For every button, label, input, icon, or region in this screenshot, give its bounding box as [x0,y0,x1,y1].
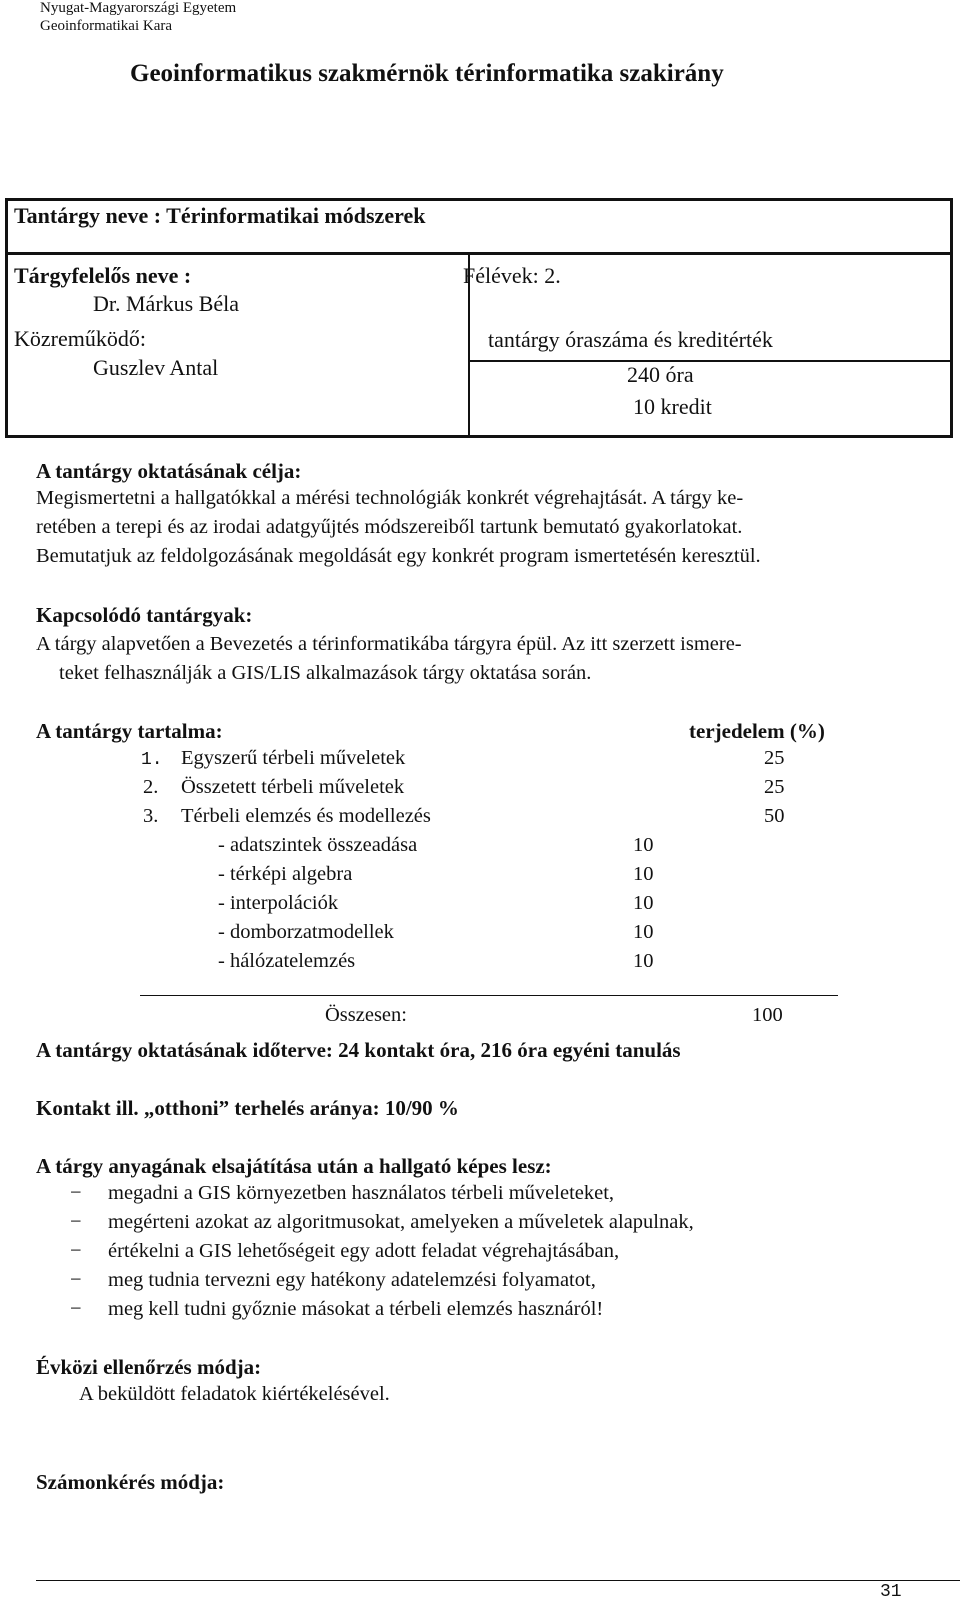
content-item-num: 2. [143,776,159,798]
content-subitem-label: - interpolációk [218,892,339,914]
midterm-text: A beküldött feladatok kiértékelésével. [79,1383,390,1405]
page-number: 31 [880,1582,902,1602]
related-line: teket felhasználják a GIS/LIS alkalmazások tárgy oktatása során. [59,662,592,684]
bullet-dash: − [70,1269,82,1291]
box-divider-horizontal [468,360,950,362]
schedule-text: A tantárgy oktatásának időterve: 24 kontakt óra, 216 óra egyéni tanulás [36,1038,681,1062]
faculty-name: Geoinformatikai Kara [40,18,173,34]
semesters: Félévek: 2. [463,263,561,288]
scope-heading: terjedelem (%) [689,719,825,743]
content-subitem-label: - adatszintek összeadása [218,834,418,856]
content-item-num: 1. [141,750,163,770]
exam-heading: Számonkérés módja: [36,1470,225,1494]
university-name: Nyugat-Magyarországi Egyetem [40,0,237,16]
subject-name: Tantárgy neve : Térinformatikai módszerek [14,203,426,228]
goal-line: Megismertetni a hallgatókkal a mérési technológiák konkrét végrehajtását. A tárgy ke- [36,487,744,509]
outcome-item: értékelni a GIS lehetőségeit egy adott feladat végrehajtásában, [108,1240,620,1262]
subject-info-box [5,198,953,438]
bullet-dash: − [70,1240,82,1262]
contributor-label: Közreműködő: [14,326,146,351]
responsible-name: Dr. Márkus Béla [93,291,240,316]
outcome-item: meg kell tudni győznie másokat a térbeli elemzés hasznáról! [108,1298,604,1320]
related-line: A tárgy alapvetően a Bevezetés a térinformatikába tárgyra épül. Az itt szerzett ismere- [36,633,742,655]
total-value: 100 [752,1004,783,1026]
total-label: Összesen: [325,1004,407,1026]
content-item-label: Térbeli elemzés és modellezés [181,805,431,827]
ratio-text: Kontakt ill. „otthoni” terhelés aránya: 10/90 % [36,1096,459,1120]
credits-value: 10 kredit [633,394,712,419]
bullet-dash: − [70,1211,82,1233]
content-subitem-label: - hálózatelemzés [218,950,356,972]
outcome-item: meg tudnia tervezni egy hatékony adatelemzési folyamatot, [108,1269,596,1291]
page-title: Geoinformatikus szakmérnök térinformatika szakirány [130,60,724,87]
midterm-heading: Évközi ellenőrzés módja: [36,1355,262,1379]
content-subitem-label: - domborzatmodellek [218,921,394,943]
goal-heading: A tantárgy oktatásának célja: [36,459,302,483]
content-item-value: 25 [764,776,785,798]
bullet-dash: − [70,1298,82,1320]
bullet-dash: − [70,1182,82,1204]
content-subitem-value: 10 [633,834,654,856]
content-heading: A tantárgy tartalma: [36,719,223,743]
sum-divider [140,995,838,996]
outcomes-heading: A tárgy anyagának elsajátítása után a hallgató képes lesz: [36,1154,552,1178]
content-subitem-value: 10 [633,892,654,914]
content-item-num: 3. [143,805,159,827]
goal-line: Bemutatjuk az feldolgozásának megoldását egy konkrét program ismertetésén keresztül. [36,545,761,567]
content-subitem-label: - térképi algebra [218,863,353,885]
goal-line: retében a terepi és az irodai adatgyűjtés módszereiből tartunk bemutató gyakorlatokat. [36,516,743,538]
content-subitem-value: 10 [633,921,654,943]
related-heading: Kapcsolódó tantárgyak: [36,603,253,627]
hours-value: 240 óra [627,362,694,387]
hours-credits-label: tantárgy óraszáma és kreditérték [488,327,773,352]
content-item-label: Egyszerű térbeli műveletek [181,747,406,769]
content-item-label: Összetett térbeli műveletek [181,776,405,798]
content-item-value: 25 [764,747,785,769]
outcome-item: megadni a GIS környezetben használatos térbeli műveleteket, [108,1182,615,1204]
content-item-value: 50 [764,805,785,827]
footer-divider [36,1580,960,1581]
contributor-name: Guszlev Antal [93,355,219,380]
content-subitem-value: 10 [633,863,654,885]
responsible-label: Tárgyfelelős neve : [14,263,192,288]
outcome-item: megérteni azokat az algoritmusokat, amelyeken a műveletek alapulnak, [108,1211,694,1233]
content-subitem-value: 10 [633,950,654,972]
